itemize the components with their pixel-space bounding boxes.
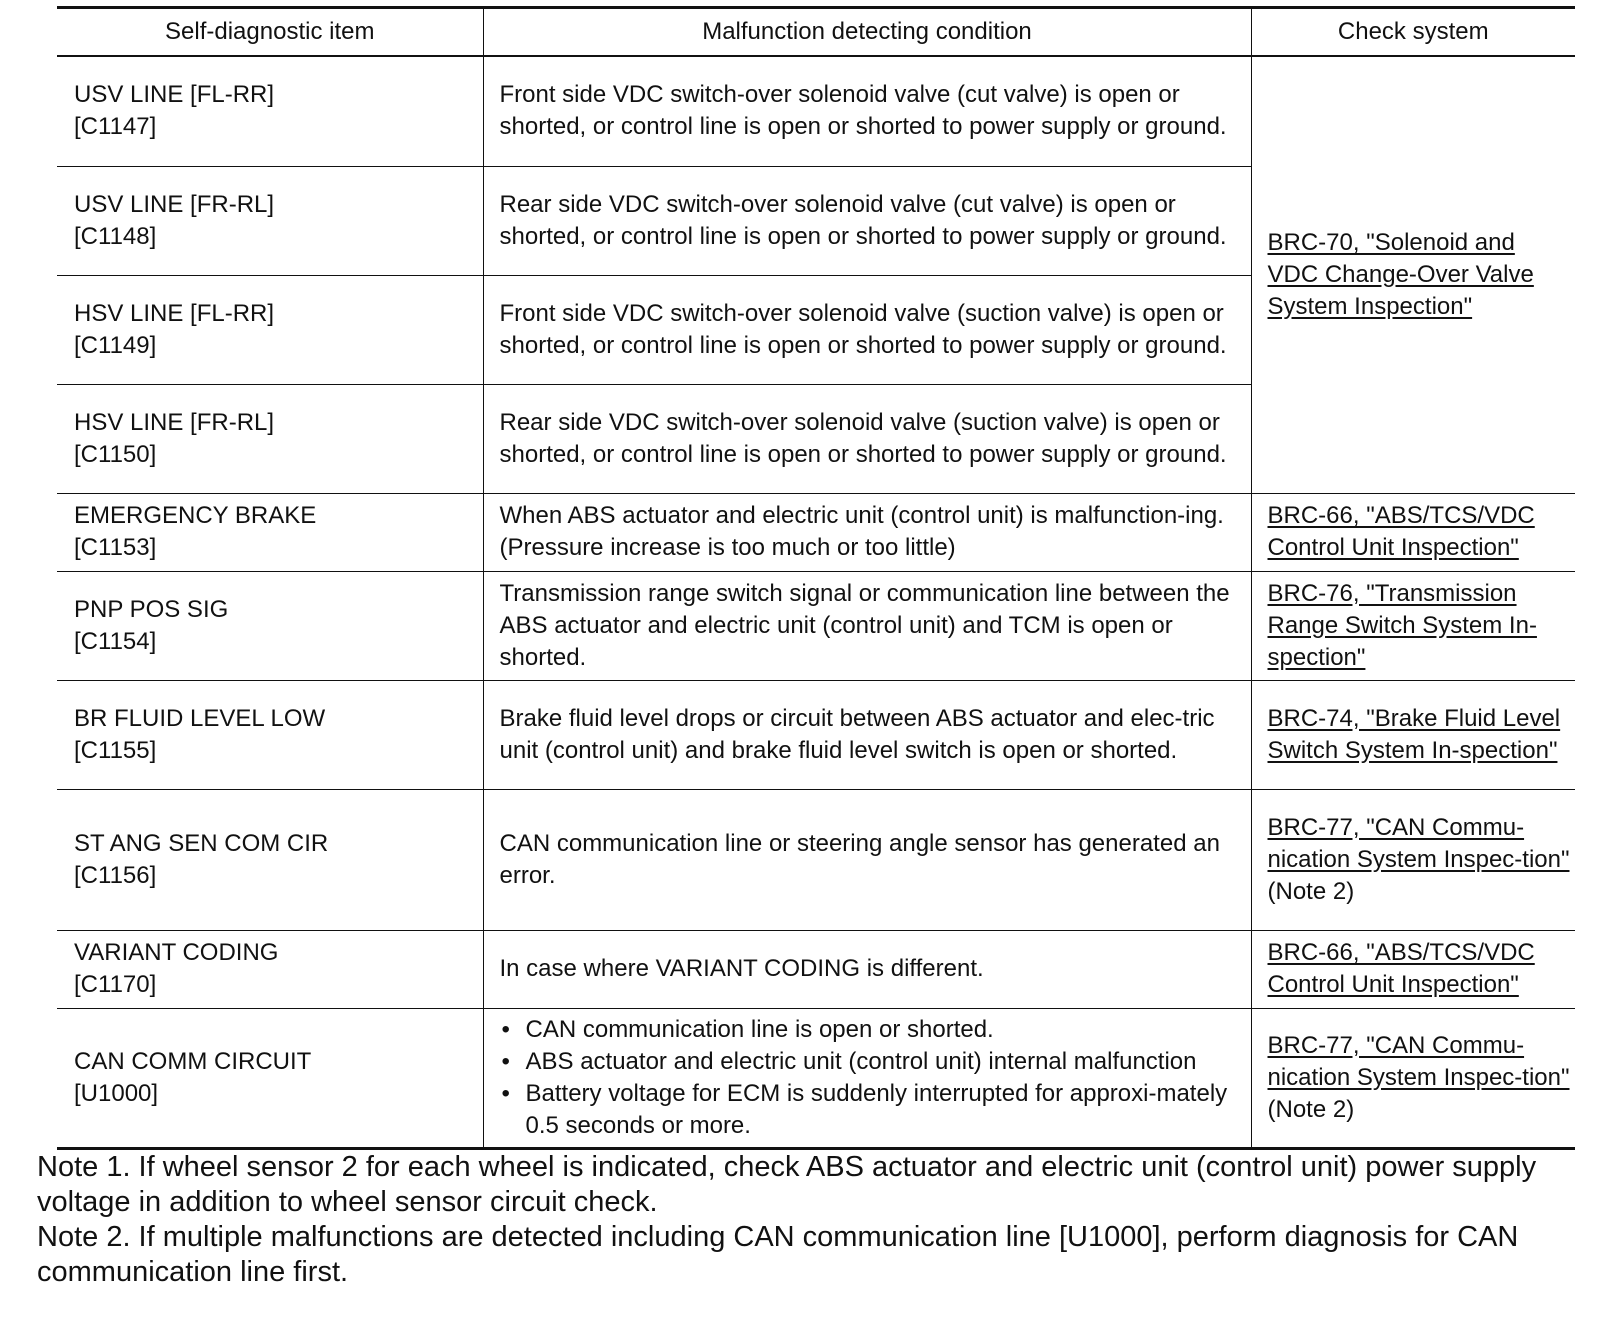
item-code: [C1148]: [74, 222, 157, 250]
item-cell: [57, 571, 483, 680]
item-name: PNP POS SIG: [74, 595, 229, 623]
condition-cell: CAN communication line or steering angle sensor has generated an error.: [483, 789, 1251, 930]
item-code: [C1147]: [74, 113, 157, 141]
bullet-icon: •: [501, 1079, 510, 1107]
table-row: [57, 571, 1575, 680]
condition-cell: Rear side VDC switch-over solenoid valve (suction valve) is open or shorted, or control line is open or shorted to power supply or ground.: [483, 384, 1251, 493]
item-code: [C1153]: [74, 534, 157, 561]
item-cell: [57, 1008, 483, 1148]
item-cell: [57, 930, 483, 1008]
list-item: [500, 1014, 1243, 1046]
condition-cell: Front side VDC switch-over solenoid valve (cut valve) is open or shorted, or control line is open or shorted to power supply or ground.: [483, 56, 1251, 166]
check-system-note: (Note 2): [1267, 1095, 1355, 1123]
bullet-text: ABS actuator and electric unit (control unit) internal malfunction: [525, 1047, 1197, 1075]
check-system-link[interactable]: BRC-77, "CAN Commu-nication System Inspec-tion": [1267, 1031, 1570, 1091]
note-2: Note 2. If multiple malfunctions are detected including CAN communication line [U1000], perform diagnosis for CAN communication line first.: [37, 1221, 1519, 1288]
check-system-cell: [1251, 56, 1575, 493]
item-cell: [57, 56, 483, 166]
item-code: [U1000]: [74, 1079, 159, 1107]
header-check-system: Check system: [1251, 8, 1575, 57]
item-code: [C1150]: [74, 440, 157, 468]
table-row: [57, 493, 1575, 571]
bullet-icon: •: [501, 1047, 510, 1075]
item-name: ST ANG SEN COM CIR: [74, 829, 329, 857]
bullet-text: Battery voltage for ECM is suddenly interrupted for approxi-mately 0.5 seconds or more.: [525, 1079, 1228, 1139]
item-name: CAN COMM CIRCUIT: [74, 1047, 312, 1075]
condition-cell: [483, 1008, 1251, 1148]
self-diagnosis-table: [57, 6, 1575, 1150]
check-system-link[interactable]: BRC-66, "ABS/TCS/VDC Control Unit Inspection": [1267, 939, 1535, 998]
condition-cell: Front side VDC switch-over solenoid valve (suction valve) is open or shorted, or control line is open or shorted to power supply or ground.: [483, 275, 1251, 384]
table-row: [57, 789, 1575, 930]
list-item: [500, 1046, 1243, 1078]
item-name: USV LINE [FR-RL]: [74, 190, 275, 218]
condition-cell: Rear side VDC switch-over solenoid valve (cut valve) is open or shorted, or control line is open or shorted to power supply or ground.: [483, 166, 1251, 275]
check-system-cell: [1251, 1008, 1575, 1148]
list-item: [500, 1078, 1243, 1142]
table-row: [57, 930, 1575, 1008]
header-self-diagnostic-item: Self-diagnostic item: [57, 8, 483, 57]
item-cell: [57, 789, 483, 930]
item-name: HSV LINE [FL-RR]: [74, 299, 275, 327]
item-cell: [57, 275, 483, 384]
item-cell: [57, 384, 483, 493]
item-cell: [57, 493, 483, 571]
check-system-cell: [1251, 680, 1575, 789]
check-system-cell: [1251, 571, 1575, 680]
table-header-row: [57, 8, 1575, 57]
condition-cell: When ABS actuator and electric unit (control unit) is malfunction-ing. (Pressure increase is too much or too little): [483, 493, 1251, 571]
condition-bullet-list: [500, 1014, 1243, 1142]
item-name: HSV LINE [FR-RL]: [74, 408, 275, 436]
item-code: [C1154]: [74, 627, 157, 655]
item-code: [C1155]: [74, 736, 157, 764]
item-name: VARIANT CODING: [74, 939, 279, 966]
check-system-link[interactable]: BRC-76, "Transmission Range Switch System In-spection": [1267, 579, 1537, 671]
bullet-icon: •: [501, 1015, 510, 1043]
check-system-note: (Note 2): [1267, 877, 1355, 905]
table-row: [57, 680, 1575, 789]
table-row: [57, 1008, 1575, 1148]
item-name: USV LINE [FL-RR]: [74, 81, 275, 109]
item-code: [C1156]: [74, 861, 157, 889]
table-row: [57, 56, 1575, 166]
note-1: Note 1. If wheel sensor 2 for each wheel is indicated, check ABS actuator and electric unit (control unit) power supply voltage in addition to wheel sensor circuit check.: [37, 1151, 1537, 1218]
condition-cell: Transmission range switch signal or communication line between the ABS actuator and electric unit (control unit) and TCM is open or shorted.: [483, 571, 1251, 680]
check-system-link[interactable]: BRC-77, "CAN Commu-nication System Inspec-tion": [1267, 813, 1570, 873]
item-name: BR FLUID LEVEL LOW: [74, 704, 326, 732]
check-system-link[interactable]: BRC-66, "ABS/TCS/VDC Control Unit Inspection": [1267, 502, 1535, 561]
bullet-text: CAN communication line is open or shorted.: [525, 1015, 994, 1043]
condition-cell: In case where VARIANT CODING is different.: [483, 930, 1251, 1008]
check-system-link[interactable]: BRC-70, "Solenoid and VDC Change-Over Valve System Inspection": [1267, 228, 1534, 320]
header-malfunction-condition: Malfunction detecting condition: [483, 8, 1251, 57]
check-system-cell: [1251, 493, 1575, 571]
item-cell: [57, 166, 483, 275]
item-code: [C1149]: [74, 331, 157, 359]
check-system-cell: [1251, 789, 1575, 930]
condition-cell: Brake fluid level drops or circuit between ABS actuator and elec-tric unit (control unit) and brake fluid level switch is open or shorted.: [483, 680, 1251, 789]
check-system-link[interactable]: BRC-74, "Brake Fluid Level Switch System In-spection": [1267, 704, 1561, 764]
item-code: [C1170]: [74, 971, 157, 998]
item-cell: [57, 680, 483, 789]
item-name: EMERGENCY BRAKE: [74, 502, 317, 529]
footnotes: [37, 1150, 1577, 1290]
check-system-cell: [1251, 930, 1575, 1008]
